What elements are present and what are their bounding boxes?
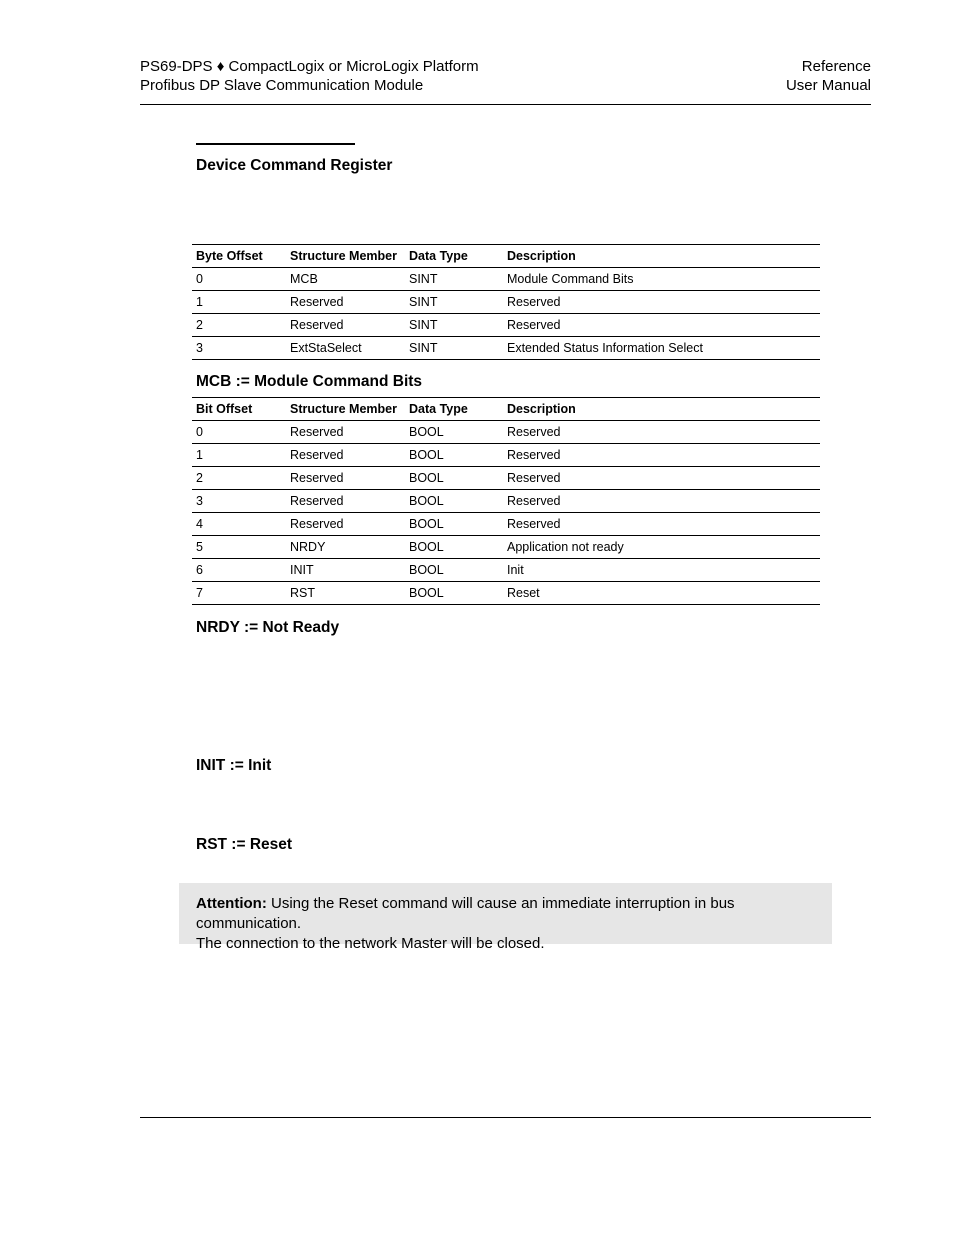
- column-header: Data Type: [405, 245, 503, 268]
- table-cell: BOOL: [405, 559, 503, 582]
- table-cell: Reserved: [286, 421, 405, 444]
- table-cell: 1: [192, 291, 286, 314]
- footer-divider: [140, 1117, 871, 1118]
- init-heading: INIT := Init: [196, 757, 272, 774]
- column-header: Structure Member: [286, 245, 405, 268]
- column-header: Description: [503, 398, 820, 421]
- header-product-title: PS69-DPS ♦ CompactLogix or MicroLogix Platform: [140, 58, 479, 75]
- table-row: [192, 559, 820, 582]
- table-cell: Reserved: [503, 444, 820, 467]
- table-cell: 7: [192, 582, 286, 605]
- table-cell: BOOL: [405, 467, 503, 490]
- page-header: [140, 57, 871, 105]
- header-section-name: Reference: [801, 58, 871, 75]
- table-cell: RST: [286, 582, 405, 605]
- table-cell: Reserved: [286, 444, 405, 467]
- attention-label: Attention:: [196, 895, 267, 912]
- table-row: [192, 536, 820, 559]
- table-header-row: [192, 245, 820, 268]
- column-header: Description: [503, 245, 820, 268]
- table-cell: 6: [192, 559, 286, 582]
- table-cell: Reserved: [503, 314, 820, 337]
- table-cell: SINT: [405, 337, 503, 360]
- table-cell: 2: [192, 314, 286, 337]
- table-row: [192, 268, 820, 291]
- table-cell: Application not ready: [503, 536, 820, 559]
- table-cell: Init: [503, 559, 820, 582]
- header-right: [786, 57, 871, 95]
- table-cell: 3: [192, 337, 286, 360]
- section-title: Device Command Register: [196, 157, 393, 174]
- table-cell: BOOL: [405, 490, 503, 513]
- header-product-subtitle: Profibus DP Slave Communication Module: [140, 77, 424, 94]
- column-header: Data Type: [405, 398, 503, 421]
- section-divider: [196, 143, 355, 145]
- table-cell: Module Command Bits: [503, 268, 820, 291]
- table-cell: Reserved: [286, 513, 405, 536]
- table-cell: Reserved: [286, 467, 405, 490]
- table-cell: Reserved: [503, 421, 820, 444]
- table-cell: 2: [192, 467, 286, 490]
- attention-text: Using the Reset command will cause an immediate interruption in bus communication.: [196, 895, 735, 932]
- attention-note: [179, 883, 832, 952]
- table-cell: ExtStaSelect: [286, 337, 405, 360]
- table-row: [192, 490, 820, 513]
- table-cell: 5: [192, 536, 286, 559]
- mcb-heading: MCB := Module Command Bits: [196, 373, 423, 390]
- column-header: Structure Member: [286, 398, 405, 421]
- table-row: [192, 314, 820, 337]
- table-cell: Reserved: [503, 490, 820, 513]
- table-cell: SINT: [405, 314, 503, 337]
- column-header: Bit Offset: [192, 398, 286, 421]
- table-cell: Reserved: [503, 291, 820, 314]
- table-row: [192, 467, 820, 490]
- table-row: [192, 421, 820, 444]
- module-command-bits-table: [192, 397, 820, 605]
- table-cell: 1: [192, 444, 286, 467]
- table-cell: INIT: [286, 559, 405, 582]
- table-cell: Reserved: [503, 467, 820, 490]
- table-cell: 0: [192, 421, 286, 444]
- table-cell: 3: [192, 490, 286, 513]
- table-cell: 0: [192, 268, 286, 291]
- table-cell: MCB: [286, 268, 405, 291]
- table-cell: BOOL: [405, 536, 503, 559]
- table-row: [192, 582, 820, 605]
- table-row: [192, 444, 820, 467]
- table-cell: Reserved: [503, 513, 820, 536]
- table-cell: Reserved: [286, 314, 405, 337]
- attention-line-2: The connection to the network Master will be closed.: [196, 935, 545, 952]
- table-cell: BOOL: [405, 582, 503, 605]
- device-command-register-table: [192, 244, 820, 360]
- column-header: Byte Offset: [192, 245, 286, 268]
- nrdy-heading: NRDY := Not Ready: [196, 619, 340, 636]
- table-cell: BOOL: [405, 444, 503, 467]
- table-cell: Reserved: [286, 490, 405, 513]
- table-header-row: [192, 398, 820, 421]
- table-row: [192, 337, 820, 360]
- table-cell: Reset: [503, 582, 820, 605]
- attention-line-1: [196, 894, 815, 934]
- table-cell: SINT: [405, 268, 503, 291]
- table-cell: NRDY: [286, 536, 405, 559]
- table-cell: 4: [192, 513, 286, 536]
- table-cell: Reserved: [286, 291, 405, 314]
- table-cell: Extended Status Information Select: [503, 337, 820, 360]
- table-cell: BOOL: [405, 421, 503, 444]
- rst-heading: RST := Reset: [196, 836, 293, 853]
- table-cell: BOOL: [405, 513, 503, 536]
- header-left: [140, 57, 479, 95]
- table-row: [192, 291, 820, 314]
- table-row: [192, 513, 820, 536]
- header-document-type: User Manual: [785, 77, 871, 94]
- table-cell: SINT: [405, 291, 503, 314]
